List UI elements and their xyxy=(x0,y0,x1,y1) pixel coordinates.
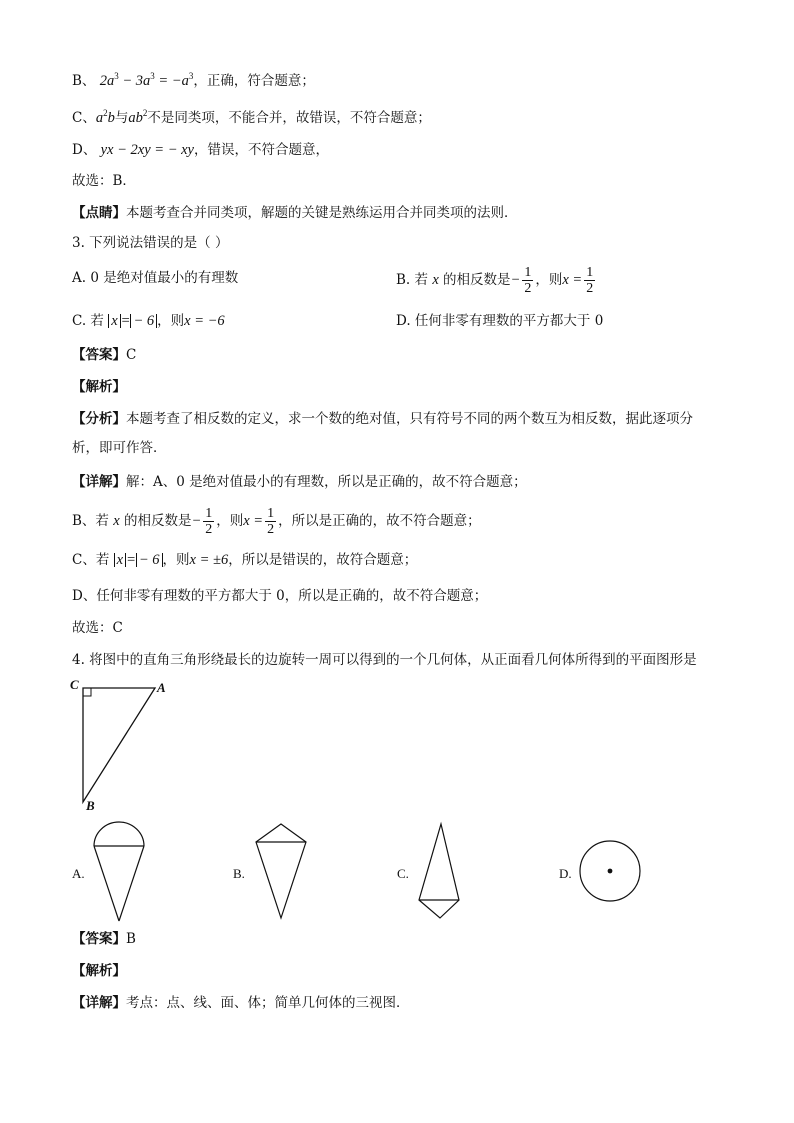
q2-b-prefix: B、 xyxy=(72,73,96,89)
q2-option-d-line xyxy=(72,140,329,160)
q3-b-minus: − xyxy=(510,272,521,288)
q3-title: 3. 下列说法错误的是（ ） xyxy=(72,235,229,251)
q3-b-denominator2: 2 xyxy=(586,281,594,296)
q3-b-x: x xyxy=(432,272,439,288)
q3-detail-b-prefix: B、若 xyxy=(72,513,109,529)
q2-c-b: b xyxy=(107,110,115,126)
q3-detail-b-fraction xyxy=(203,506,214,537)
q4-label-b: B xyxy=(86,798,95,813)
q3-fenxi-text: 本题考查了相反数的定义，求一个数的绝对值，只有符号不同的两个数互为相反数，据此逐项分 xyxy=(126,411,693,427)
q3-detail-a xyxy=(72,472,527,492)
q3-c-then: ，则 xyxy=(157,313,185,329)
q4-option-b-label[interactable]: B. xyxy=(233,866,245,881)
q3-detail-d: D、任何非零有理数的平方都大于 0，所以是正确的，故不符合题意； xyxy=(72,588,488,604)
q3-detail-b-denominator2: 2 xyxy=(267,522,275,537)
q2-b-exp2: 3 xyxy=(150,71,155,81)
q2-choose-line: 故选：B． xyxy=(72,173,136,189)
q4-label-c: C xyxy=(70,677,79,692)
q3-b-fraction2 xyxy=(584,265,595,296)
q4-detail-line xyxy=(72,993,410,1013)
q2-c-ab: ab xyxy=(128,110,143,126)
q3-answer-line xyxy=(72,345,136,365)
q3-detail-b-fraction2 xyxy=(265,506,276,537)
q2-comment-text: 本题考查合并同类项，解题的关键是熟练运用合并同类项的法则． xyxy=(126,205,518,221)
q3-detail-tag: 【详解】 xyxy=(72,474,126,490)
q3-fenxi-line xyxy=(72,409,693,429)
q3-detail-c-then: ，则 xyxy=(162,552,190,568)
q2-d-formula: yx − 2xy = − xy xyxy=(100,142,194,158)
q2-b-exp3: 3 xyxy=(188,71,194,81)
q2-c-a: a xyxy=(95,110,104,126)
q4-answer-tag: 【答案】 xyxy=(72,931,126,947)
q3-answer-value: C xyxy=(126,347,137,363)
q3-c-abs-6: − 6 xyxy=(130,314,157,328)
q4-option-d-label[interactable]: D. xyxy=(559,866,572,881)
q3-b-numerator2: 1 xyxy=(586,265,594,280)
q3-c-abs-x: x xyxy=(108,314,120,328)
q2-c-prefix: C、 xyxy=(72,110,96,126)
q3-c-eq: = xyxy=(120,313,131,329)
q3-option-c xyxy=(72,311,225,331)
q3-fenxi-text2: 析，即可作答． xyxy=(72,440,167,456)
q3-detail-c-end: ，所以是错误的，故符合题意； xyxy=(228,552,418,568)
q3-detail-c xyxy=(72,550,417,570)
q3-c-prefix: C. 若 xyxy=(72,313,104,329)
q4-answer-line xyxy=(72,929,136,949)
q3-b-prefix: B. 若 xyxy=(396,272,429,288)
q3-detail-b-denominator: 2 xyxy=(205,522,213,537)
q3-detail-c-prefix: C、若 xyxy=(72,552,110,568)
q4-option-d-shape xyxy=(578,840,648,904)
q2-d-prefix: D、 xyxy=(72,142,97,158)
q4-option-b-shape xyxy=(252,822,312,922)
q3-detail-c-abs-x: x xyxy=(114,553,126,567)
q3-answer-tag: 【答案】 xyxy=(72,347,126,363)
q3-detail-b-minus: − xyxy=(191,513,202,529)
q4-option-c-label[interactable]: C. xyxy=(397,866,409,881)
q4-label-a: A xyxy=(157,680,166,695)
q3-detail-c-eq: = xyxy=(126,552,136,568)
q2-b-term1: 2a xyxy=(99,73,115,89)
q4-answer-value: B xyxy=(126,931,136,947)
q4-detail-tag: 【详解】 xyxy=(72,995,126,1011)
q2-b-formula xyxy=(100,73,194,89)
q3-b-fraction xyxy=(522,265,533,296)
q4-option-a-shape xyxy=(90,818,150,928)
q3-detail-b xyxy=(72,506,481,537)
q3-option-d: D. 任何非零有理数的平方都大于 0 xyxy=(396,313,604,329)
q3-b-denominator: 2 xyxy=(524,281,532,296)
q3-b-then: ，则 xyxy=(535,272,563,288)
q4-title: 4. 将图中的直角三角形绕最长的边旋转一周可以得到的一个几何体，从正面看几何体所得到的平面图形是 xyxy=(72,652,697,668)
q2-comment-line xyxy=(72,203,518,223)
q4-detail-text: 考点：点、线、面、体；简单几何体的三视图． xyxy=(126,995,410,1011)
q3-option-b xyxy=(396,265,597,296)
q2-c-text: 不是同类项，不能合并，故错误，不符合题意； xyxy=(147,110,431,126)
q2-c-term1 xyxy=(96,110,115,126)
q2-b-text: ，正确，符合题意； xyxy=(193,73,315,89)
q3-detail-b-numerator: 1 xyxy=(205,506,213,521)
q4-analysis-tag: 【解析】 xyxy=(72,963,126,979)
q3-b-numerator: 1 xyxy=(524,265,532,280)
q2-c-ab-exp: 2 xyxy=(142,108,148,118)
q2-c-term2 xyxy=(128,110,147,126)
q3-detail-b-numerator2: 1 xyxy=(267,506,275,521)
q3-detail-b-mid: 的相反数是 xyxy=(123,513,192,529)
q3-detail-c-result: x = ±6 xyxy=(189,552,229,568)
q2-c-a-exp: 2 xyxy=(103,108,108,118)
q4-option-a-label[interactable]: A. xyxy=(72,866,85,881)
q3-fenxi-tag: 【分析】 xyxy=(72,411,126,427)
q2-option-b-line xyxy=(72,66,315,91)
q2-option-c-line xyxy=(72,103,431,128)
q3-detail-b-end: ，所以是正确的，故不符合题意； xyxy=(278,513,481,529)
q2-b-result: = −a xyxy=(158,73,189,89)
q4-option-c-shape xyxy=(414,822,474,922)
q2-b-exp1: 3 xyxy=(114,71,119,81)
q2-b-term2: − 3a xyxy=(122,73,151,89)
q2-comment-tag: 【点睛】 xyxy=(72,205,126,221)
q3-b-mid: 的相反数是 xyxy=(443,272,511,288)
q2-d-text: ，错误，不符合题意， xyxy=(193,142,329,158)
q3-analysis-tag: 【解析】 xyxy=(72,379,126,395)
q3-b-x-eq: x = xyxy=(562,272,583,288)
q3-detail-b-then: ，则 xyxy=(216,513,244,529)
q3-detail-b-x: x xyxy=(113,513,120,529)
q3-option-a: A. 0 是绝对值最小的有理数 xyxy=(72,270,239,286)
q3-detail-a-text: 解：A、0 是绝对值最小的有理数，所以是正确的，故不符合题意； xyxy=(126,474,527,490)
q2-c-with: 与 xyxy=(114,110,129,126)
q3-choose-line: 故选：C xyxy=(72,620,123,636)
q3-detail-b-x-eq: x = xyxy=(243,513,264,529)
q3-detail-c-abs-6: − 6 xyxy=(136,553,163,567)
q3-c-result: x = −6 xyxy=(184,313,225,329)
